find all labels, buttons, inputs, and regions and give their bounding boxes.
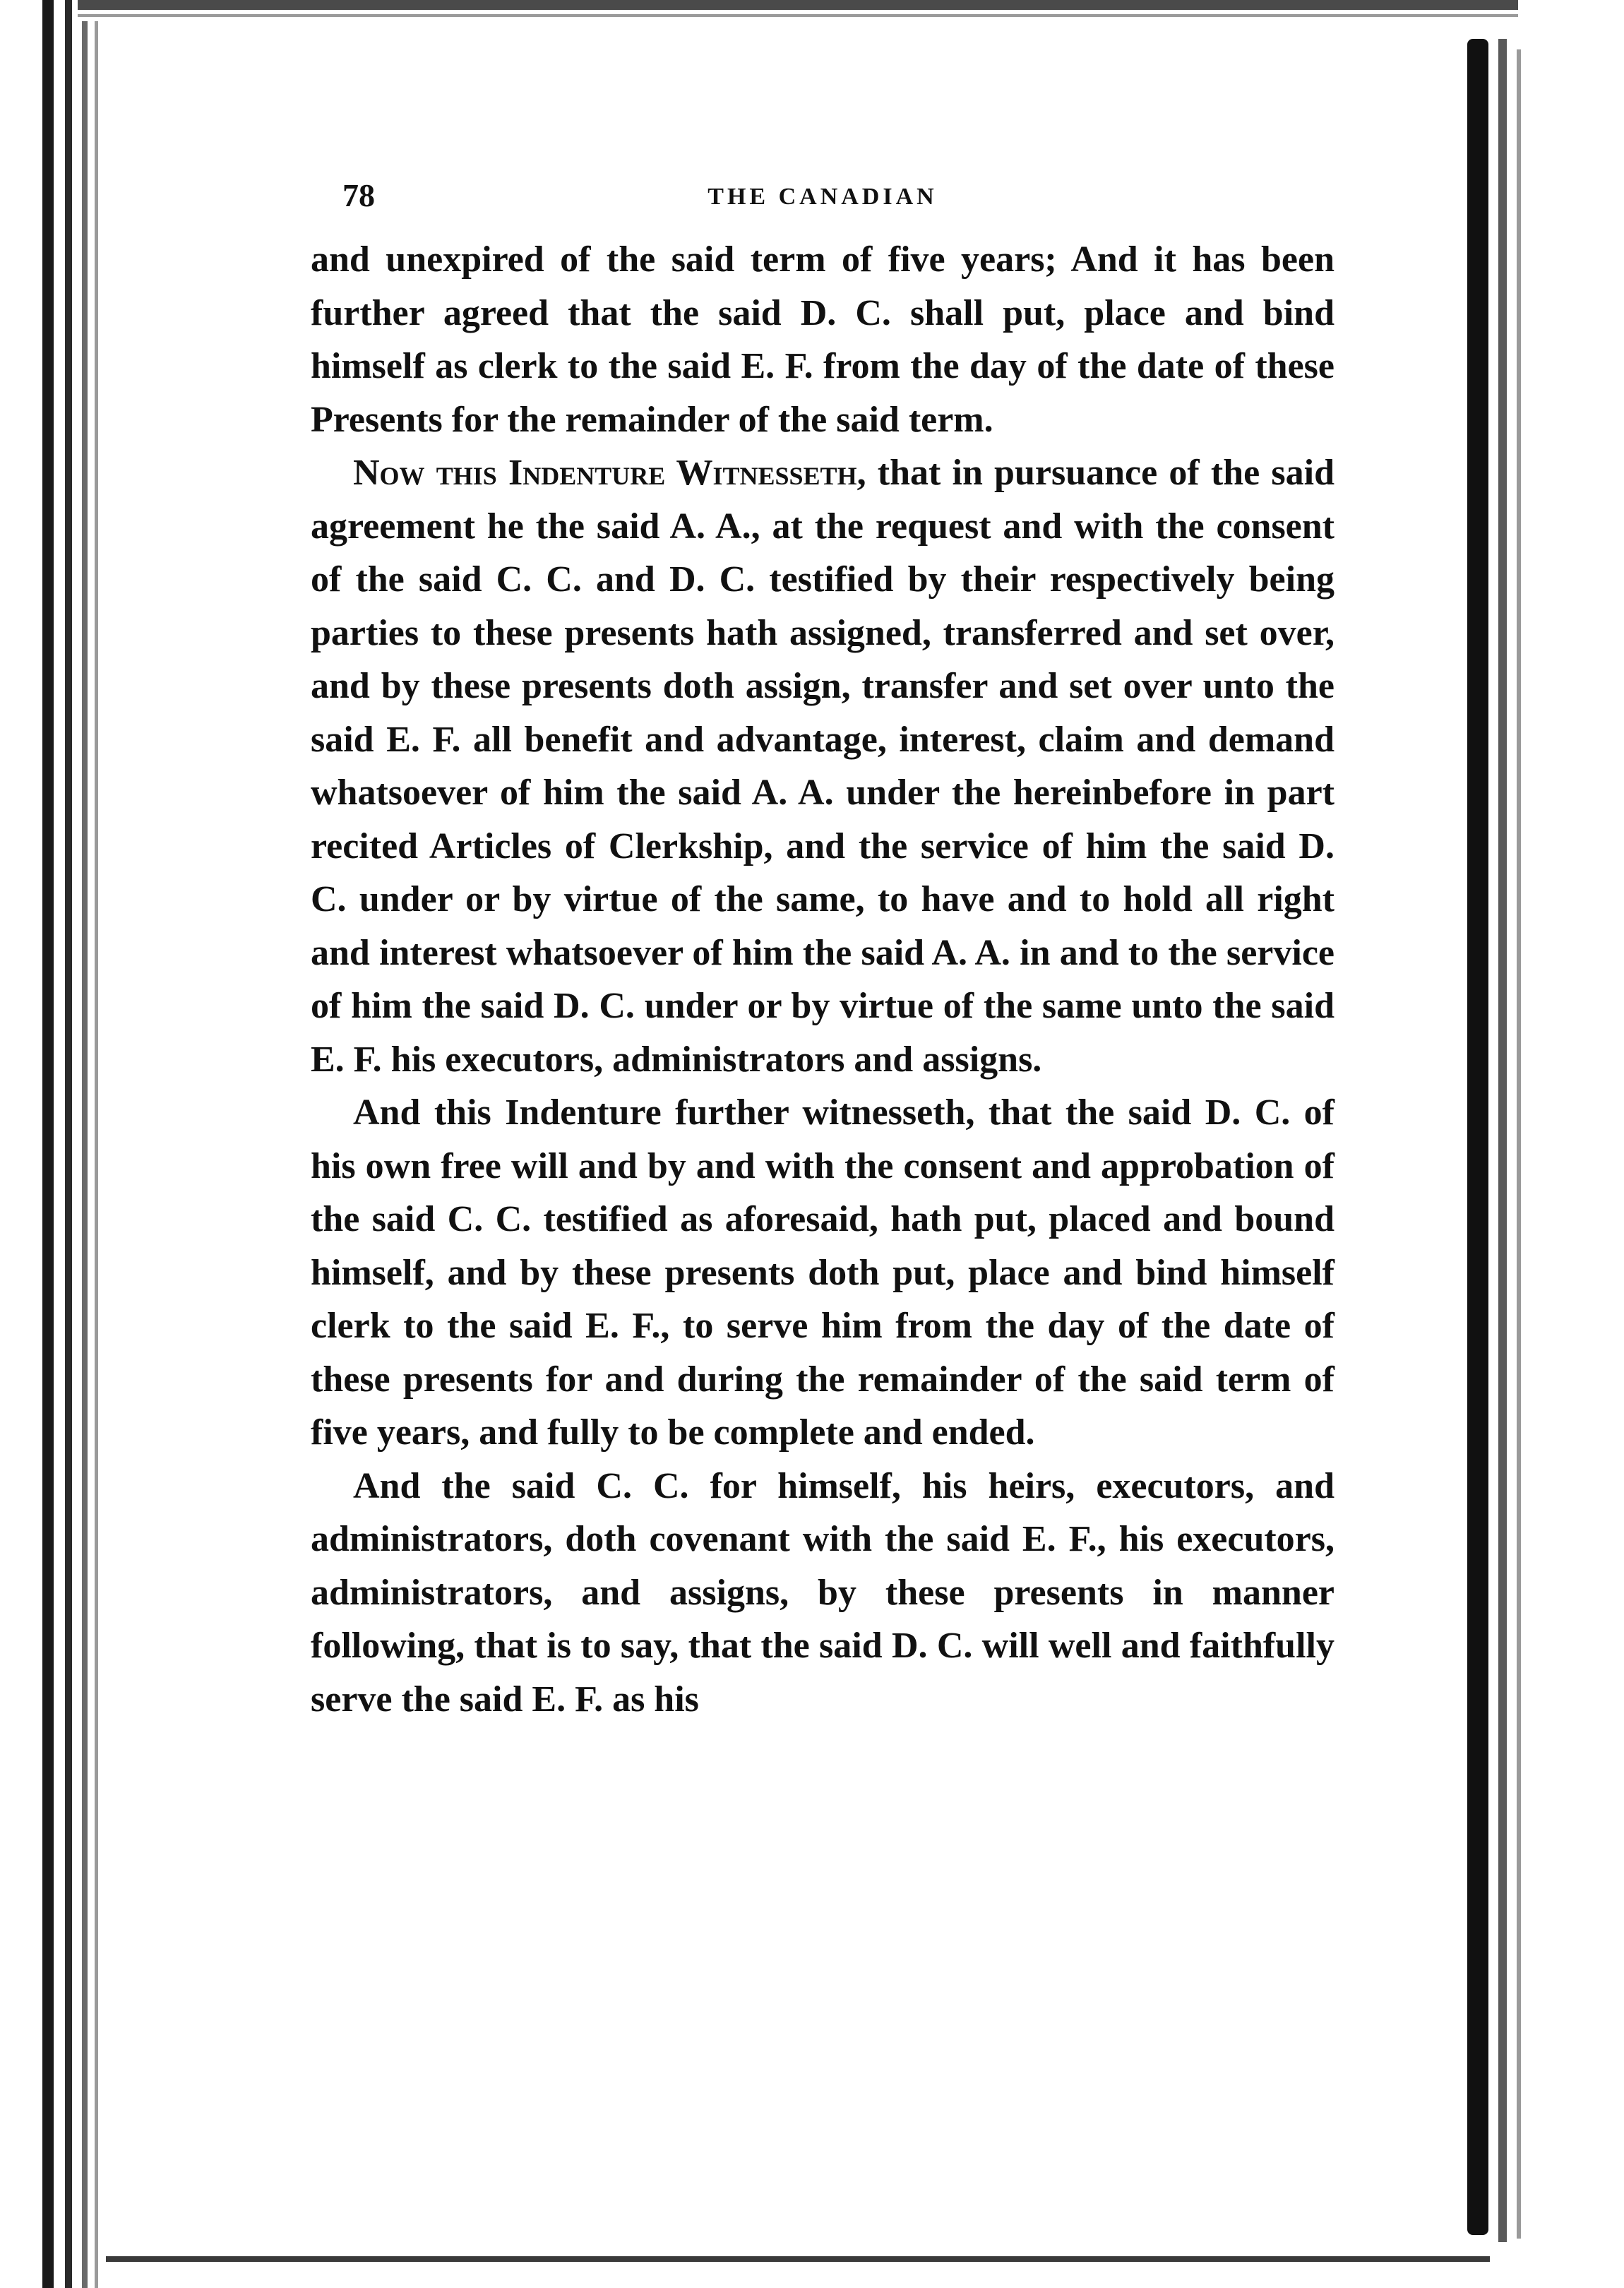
page-right-edge [1467, 39, 1488, 2235]
paragraph-3 [311, 1086, 1335, 1460]
paragraph-1 [311, 233, 1335, 446]
paragraph-1-text: and unexpired of the said term of five years; And it has been further agreed that the said D. C. shall put, place and bind himself as clerk to the said E. F. from the day of the date of these Presents for the remainder of the said term. [311, 239, 1335, 440]
paragraph-4-text: And the said C. C. for himself, his heirs, executors, and administrators, doth covenant with the said E. F., his executors, administrators, and assigns, by these presents in manner following, that is to say, that the said D. C. will well and faithfully serve the said E. F. as his [311, 1465, 1335, 1720]
page-bottom-edge [106, 2256, 1490, 2262]
running-head [311, 177, 1335, 233]
page-right-edge-shadow-light [1517, 49, 1521, 2239]
page-top-edge [78, 0, 1518, 21]
paragraph-3-text: And this Indenture further witnesseth, that the said D. C. of his own free will and by and with the consent and approbation of the said C. C. testified as aforesaid, hath put, placed and bound himself, and by these presents doth put, place and bind himself clerk to the said E. F., to serve him from the day of the date of these presents for and during the remainder of the said term of five years, and fully to be complete and ended. [311, 1092, 1335, 1453]
page-body [311, 177, 1335, 1726]
paragraph-2-lead: Now this Indenture Witnesseth, [353, 453, 866, 493]
paragraph-2-text: that in pursuance of the said agreement he the said A. A., at the request and with the consent of the said C. C. and D. C. testified by their respectively being parties to these presents hath assigned, transferred and set over, and by these presents doth assign, transfer and set over unto the said E. F. all benefit and advantage, interest, claim and demand whatsoever of him the said A. A. under the hereinbefore in part recited Articles of Clerkship, and the service of him the said D. C. under or by virtue of the same, to have and to hold all right and interest whatsoever of him the said A. A. in and to the service of him the said D. C. under or by virtue of the same unto the said E. F. his executors, administrators and assigns. [311, 453, 1335, 1080]
page-number: 78 [342, 177, 375, 213]
page-right-edge-shadow [1498, 39, 1507, 2242]
book-binding-edge [0, 0, 106, 2288]
running-title: THE CANADIAN [707, 184, 938, 210]
paragraph-4 [311, 1460, 1335, 1727]
paragraph-2 [311, 446, 1335, 1086]
